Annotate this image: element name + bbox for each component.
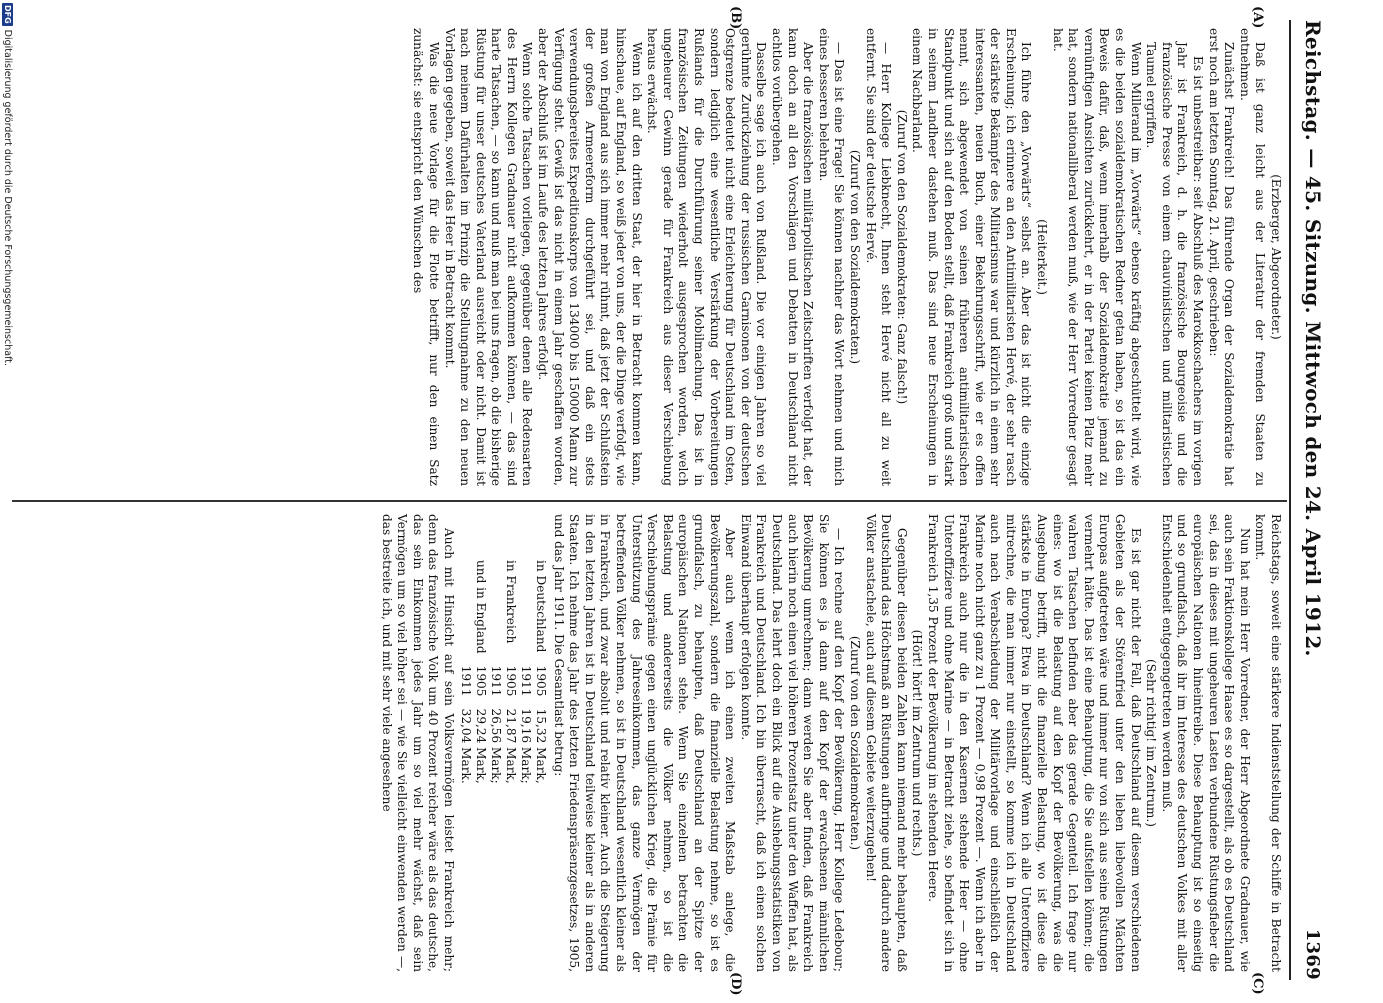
table-row	[518, 554, 533, 790]
table-cell-value: 15,32 Mark,	[534, 708, 549, 784]
table-cell-value: 26,56 Mark;	[489, 708, 504, 784]
paragraph: Reichstags, soweit eine stärkere Indienststellung der Schiffe in Betracht kommt.	[1253, 514, 1283, 972]
table-cell-country	[518, 554, 533, 660]
right-column	[378, 514, 1283, 972]
page-title: Reichstag. — 45. Sitzung. Mittwoch den 24. April 1912.	[1301, 20, 1325, 657]
table-cell-country: in Deutschland	[534, 560, 549, 653]
digitization-credit	[0, 0, 15, 1003]
interjection: (Zuruf von den Sozialdemokraten.)	[847, 149, 862, 365]
table-row	[488, 554, 503, 790]
dfg-logo: DFG	[3, 5, 12, 24]
table-row	[533, 554, 548, 790]
left-column	[410, 28, 1283, 486]
paragraph: Nun hat mein Herr Vorredner, der Herr Abgeordnete Gradnauer, wie auch sein Fraktionskollege Haase es so dargestellt, als ob es Deutschland sei, das in dieses mit ungeheuren Lasten verbundene Rüstungsfieber die europäischen Nationen hineintreibe. Diese Behauptung ist so einseitig und so grundfalsch, daß ihr im Interesse des deutschen Volkes mit aller Entschiedenheit entgegengetreten werden muß.	[1159, 514, 1252, 972]
burden-table	[458, 554, 548, 790]
paragraph: Zunächst Frankreich! Das führende Organ der Sozialdemokratie hat erst noch am letzten Sonntag, 21. April, geschrieben:	[1206, 28, 1237, 486]
table-cell-year: 1911	[459, 665, 474, 697]
paragraph: — Das ist eine Frage! Sie können nachher das Wort nehmen und mich eines besseren belehren.	[816, 28, 847, 486]
interjection: (Heiterkeit.)	[1035, 219, 1050, 295]
table-cell-value: 19,16 Mark;	[519, 708, 534, 784]
paragraph: Wenn ich auf den dritten Staat, der hier in Betracht kommen kann, hinschaue, auf England, so weiß jeder von uns, der die Dinge verfolgt, wie man von England aus sich immer mehr rühmt, daß jetzt der Schlußstein der großen Armeereform durchgeführt sei, und daß ein stets verwendungsbereites Expeditionskorps von 134000 bis 150000 Mann zur Verfügung steht. Gewiß ist das nicht in einem Jahr geschaffen worden, aber der Abschluß ist im Laufe des letzten Jahres erfolgt.	[536, 28, 644, 486]
margin-marker-b: (B)	[728, 6, 743, 30]
paragraph: Wenn Millerand im „Vorwärts“ ebenso kräftig abgeschüttelt wird, wie es die beiden sozialdemokratischen Redner getan haben, so ist das ein Beweis dafür, daß, wenn innerhalb der Sozialdemokratie jemand zu vernünftigen Ansichten zurückkehrt, er in der Partei keinen Platz mehr hat, sondern nationalliberal werden muß, wie der Herr Vorredner gesagt hat.	[1050, 28, 1143, 486]
header-rule	[1289, 20, 1291, 980]
paragraph: Es ist gar nicht der Fall, daß Deutschland auf diesem verschiedenen Gebieten als der Störenfried unter den lieben liebevollen Mächten Europas aufgetreten wäre und immer nur von sich aus seine Rüstungen vermehrt hätte. Das ist eine Behauptung, die Sie aufstellen können; die wahren Tatsachen befinden aber das gerade Gegenteil. Ich frage nur eines: wo ist die Belastung auf den Kopf der Bevölkerung, was die Ausgebung betrifft, nicht die finanzielle Belastung, wo ist diese die stärkste in Europa? Etwa in Deutschland? Wenn ich alle Unteroffiziere mitrechne, die man immer nur einstellt, so komme ich in Deutschland auch nach Verabschiedung der Militärvorlage und einschließlich der Marine noch nicht ganz zu 1 Prozent — 0,98 Prozent —. Wenn ich aber in Frankreich auch nur die in den Kasernen stehende Heer — ohne Unteroffiziere und ohne Marine — in Betracht ziehe, so befindet sich in Frankreich 1,35 Prozent der Bevölkerung im stehenden Heere.	[925, 514, 1143, 972]
page-header	[1298, 20, 1328, 980]
table-cell-year: 1905	[534, 665, 549, 697]
interjection: (Sehr richtig! im Zentrum.)	[1144, 659, 1159, 827]
table-cell-year: 1905	[474, 665, 489, 697]
table-cell-country	[488, 554, 503, 660]
paragraph: Aber auch wenn ich einen zweiten Maßstab anlege, die Bevölkerungszahl, sondern die finanzielle Belastung nehme, so ist es grundfalsch, zu behaupten, daß Deutschland an der Spitze der europäischen Nationen stehe. Wenn Sie einzelnen betrachten die Belastung und andererseits die Völker nehmen, so ist die Verschiebungsprämie gegen einen unglücklichen Krieg, die Prämie für Unterstützung des Jahreseinkommen, das ganze Vermögen der betreffenden Völker nehmen, so ist in Deutschland wesentlich kleiner als in Frankreich, und zwar absolut und relativ kleiner. Auch die Steigerung in den letzten Jahren ist in Deutschland teilweise kleiner als in anderen Staaten. Ich nehme das Jahr des letzten Friedenspräsenzgesetzes, 1905, und das Jahr 1911. Die Gesamtlast betrug:	[551, 514, 738, 972]
table-cell-year: 1911	[519, 665, 534, 697]
margin-marker-c: (C)	[1250, 972, 1265, 995]
paragraph: — Ich rechne auf den Kopf der Bevölkerung, Herr Kollege Ledebour; Sie können es ja dann auf den Kopf der erwachsenen männlichen Bevölkerung umrechnen; dann werden Sie aber finden, daß Frankreich auch hierin noch einen viel höheren Prozentsatz unter den Waffen hat, als Deutschland. Das lehrt doch ein Blick auf die Aushebungsstatistiken von Frankreich und Deutschland. Ich bin überrascht, daß ich einen solchen Einwand überhaupt erfolgen konnte.	[738, 514, 847, 972]
paragraph: Aber die französischen militärpolitischen Zeitschriften verfolgt hat, der kann doch an all den Vorschlägen und Debatten in Deutschland nicht achtlos vorübergehen.	[770, 28, 816, 486]
table-cell-value: 21,87 Mark,	[504, 708, 519, 784]
interjection: (Hört! hört! im Zentrum und rechts.)	[910, 629, 925, 857]
paragraph: Was die neue Vorlage für die Flotte betrifft, nur den einen Satz zunächst: sie entspricht den Wünschen des	[411, 28, 441, 486]
paragraph: Daß ist ganz leicht aus der Literatur der fremden Staaten zu entnehmen.	[1237, 28, 1268, 486]
speaker-label: (Erzberger, Abgeordneter.)	[1269, 174, 1283, 340]
table-row	[458, 554, 473, 790]
interjection: (Zuruf von den Sozialdemokraten: Ganz falsch!)	[894, 109, 909, 405]
table-cell-value: 29,24 Mark,	[474, 708, 489, 784]
margin-marker-d: (D)	[728, 972, 743, 996]
table-row	[473, 554, 488, 790]
paragraph: Wenn solche Tatsachen vorliegen, gegenüber denen alle Redensarten des Herrn Kollegen Gradnauer nicht aufkommen können, — das sind harte Tatsachen, — so kann und muß man bei uns fragen, ob die bisherige Rüstung für unser deutsches Vaterland ausreicht oder nicht. Damit ist nach meinem Dafürhalten im Prinzip die Stellungnahme zu den neuen Vorlagen gegeben, soweit das Heer in Betracht kommt.	[442, 28, 535, 486]
margin-marker-a: (A)	[1250, 6, 1265, 29]
table-cell-year: 1911	[489, 665, 504, 697]
quotation: Es ist unbestreitbar: seit Abschluß des Marokkoschachers im vorigen Jahr ist Frankreich, d. h. die französische Bourgeoisie und die französische Presse von einem chauvinistischen und militaristischen Taumel ergriffen.	[1144, 42, 1206, 486]
paragraph: Auch mit Hinsicht auf sein Volksvermögen leistet Frankreich mehr; denn das französische Volk um 40 Prozent reicher wäre als das deutsche, das sein Einkommen jedes Jahr um so viel mehr wächst, daß sein Vermögen um so viel höher sei — wie Sie vielleicht einwenden werden —, das bestreite ich, und mit sehr viele angesehene	[379, 514, 457, 972]
column-divider	[12, 500, 1287, 502]
table-cell-year: 1905	[504, 665, 519, 697]
table-cell-country: in Frankreich	[504, 560, 519, 644]
page-number: 1369	[1302, 928, 1324, 980]
paragraph: Dasselbe sage ich auch von Rußland. Die vor einigen Jahren so viel gerühmte Zurückziehung der russischen Garnisonen von der deutschen Ostgrenze bedeutet nicht eine Erleichterung für Deutschland im Osten, sondern lediglich eine wesentliche Verstärkung der Vorbereitungen Rußlands für die Durchführung seiner Mobilmachung. Das ist in französischen Zeitungen wiederholt ausgesprochen worden, welch ungeheurer Gewinn gerade für Frankreich aus dieser Verschiebung heraus erwächst.	[645, 28, 769, 486]
paragraph: — Herr Kollege Liebknecht, Ihnen steht Hervé nicht all zu weit entfernt. Sie sind der deutsche Hervé.	[863, 28, 894, 486]
paragraph: Ich führe den „Vorwärts“ selbst an. Aber das ist nicht die einzige Erscheinung; ich erinnere an den Antimilitaristen Hervé, der sehr rasch der stärkste Bekämpfer des Militarismus war und kürzlich in einem sehr interessanten, neuen Buch, einer Bekehrungsschrift, wie er es offen nennt, sich abgewendet von seinen früheren antimilitaristischen Standpunkt und sich auf den Boden stellt, daß Frankreich groß und stark in seinem Landheer dastehen muß. Das sind neue Erscheinungen in einem Nachbarland.	[910, 28, 1034, 486]
paragraph: Gegenüber diesen beiden Zahlen kann niemand mehr behaupten, daß Deutschland das Höchstmaß an Rüstungen aufbringe und dadurch andere Völker anstachele, auch auf diesem Gebiete weiterzugehen!	[863, 514, 909, 972]
table-cell-country	[458, 554, 473, 660]
credit-text: Digitalisierung gefördert durch die Deutsche Forschungsgemeinschaft.	[2, 29, 13, 366]
table-cell-country: und in England	[474, 560, 489, 654]
interjection: (Zuruf von den Sozialdemokraten.)	[847, 635, 862, 851]
table-row	[503, 554, 518, 790]
table-cell-value: 32,04 Mark.	[459, 708, 474, 784]
